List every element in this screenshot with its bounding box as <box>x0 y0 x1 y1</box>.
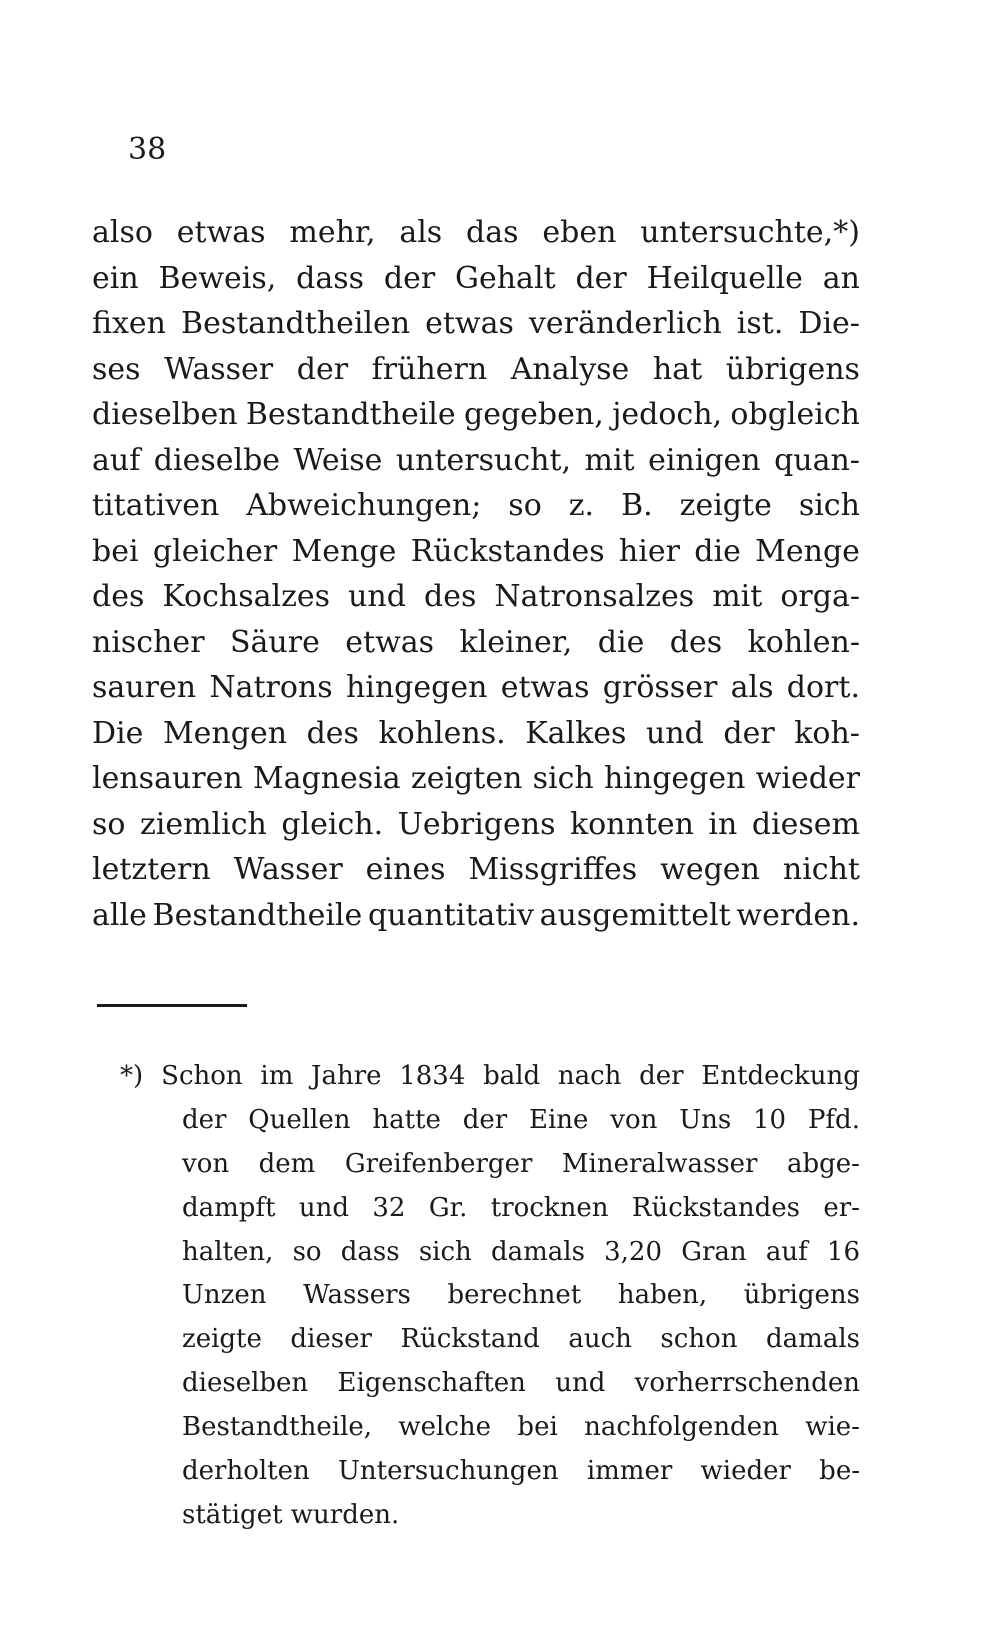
word: und <box>298 1192 350 1223</box>
word: Uns <box>679 1104 732 1135</box>
word: zeigte <box>679 488 772 523</box>
word: sich <box>418 1236 472 1267</box>
word: untersuchte,*) <box>640 215 860 250</box>
word: im <box>260 1061 294 1091</box>
word: nischer <box>92 624 205 660</box>
word: Rückstandes <box>410 533 605 569</box>
word: dieselben <box>92 397 238 432</box>
word: ein <box>92 260 139 296</box>
word: auch <box>568 1324 632 1355</box>
word: bald <box>483 1061 541 1091</box>
word: der <box>575 260 627 296</box>
word: grösser <box>602 670 718 705</box>
main-text-line <box>92 665 860 711</box>
word: etwas <box>176 215 266 250</box>
word: gegeben, <box>464 397 604 432</box>
main-text-line <box>92 711 860 757</box>
word: Gr. <box>428 1192 468 1223</box>
word: Unzen <box>182 1280 267 1311</box>
word: hier <box>618 533 680 569</box>
word: Rückstandes <box>631 1192 800 1223</box>
word: Menge <box>755 533 860 569</box>
page-number: 38 <box>128 132 167 167</box>
word: Pfd. <box>807 1104 860 1135</box>
word: alle <box>92 897 147 933</box>
word: und <box>645 715 704 751</box>
word: Beweis, <box>158 260 277 296</box>
word: frühern <box>371 351 488 387</box>
word: Eine <box>529 1104 589 1135</box>
main-text-line <box>92 256 860 302</box>
main-text-line <box>92 392 860 438</box>
word: ziemlich <box>139 806 267 842</box>
main-text-line <box>92 802 860 848</box>
word: berechnet <box>447 1280 582 1311</box>
word: die <box>597 624 645 660</box>
word: der <box>462 1104 508 1135</box>
word: diesem <box>751 806 860 842</box>
word: Eigenschaften <box>337 1368 526 1399</box>
footnote-line-text <box>161 1055 860 1099</box>
main-text-line <box>92 210 860 256</box>
word: nachfolgenden <box>584 1412 779 1443</box>
word: also <box>92 215 153 250</box>
word: die <box>694 533 741 569</box>
footnote-line <box>120 1362 860 1406</box>
footnote-line <box>120 1055 860 1099</box>
word: übrigens <box>725 351 860 387</box>
word: sauren <box>92 670 197 705</box>
word: bei <box>517 1412 558 1443</box>
word: von <box>182 1148 230 1179</box>
word: be- <box>819 1456 860 1487</box>
word: er- <box>823 1192 860 1223</box>
word: Wasser <box>164 351 274 387</box>
word: mit <box>584 442 635 478</box>
footnote-line <box>120 1099 860 1143</box>
word: wieder <box>755 761 860 796</box>
word: etwas <box>500 670 590 705</box>
word: immer <box>586 1456 673 1487</box>
word: Untersuchungen <box>338 1456 559 1487</box>
word: quantitativ <box>367 897 534 933</box>
word: Analyse <box>510 351 630 387</box>
main-text-line <box>92 347 860 393</box>
word: Bestandtheile, <box>182 1412 373 1443</box>
main-text-line <box>92 529 860 575</box>
word: untersucht, <box>395 442 572 478</box>
word: 1834 <box>399 1061 466 1091</box>
word: der <box>296 351 349 387</box>
word: vorherrschenden <box>634 1368 860 1399</box>
word: so <box>92 806 126 842</box>
word: Quellen <box>248 1104 351 1135</box>
word: der <box>383 260 436 296</box>
word: quan- <box>774 442 860 478</box>
word: damals <box>766 1324 860 1355</box>
word: gleich. <box>281 806 384 842</box>
word: ausgemittelt <box>539 897 731 933</box>
word: einigen <box>648 442 761 478</box>
word: der <box>639 1061 684 1091</box>
word: kleiner, <box>459 624 573 660</box>
footnote-line: stätiget wurden. <box>182 1499 400 1530</box>
word: fixen <box>92 306 167 341</box>
word: obgleich <box>730 397 860 432</box>
word: hatte <box>372 1104 441 1135</box>
word: Die- <box>798 306 860 341</box>
word: auf <box>92 442 141 478</box>
word: dass <box>296 260 365 296</box>
word: als <box>399 215 443 250</box>
main-text-line <box>92 756 860 802</box>
word: hat <box>652 351 703 387</box>
word: wegen <box>660 852 760 887</box>
word: konnten <box>569 806 694 842</box>
word: 3,20 <box>604 1236 663 1267</box>
word: trocknen <box>490 1192 609 1223</box>
footnote-separator-rule <box>97 1004 247 1007</box>
word: sich <box>798 488 860 523</box>
footnote-line <box>120 1406 860 1450</box>
word: mehr, <box>289 215 376 250</box>
main-text-line <box>92 574 860 620</box>
word: wieder <box>700 1456 791 1487</box>
word: dieser <box>290 1324 372 1355</box>
footnote-line <box>120 1318 860 1362</box>
word: koh- <box>794 715 860 751</box>
main-text-line <box>92 847 860 893</box>
word: dampft <box>182 1192 276 1223</box>
word: Wasser <box>233 852 343 887</box>
word: und <box>348 579 406 614</box>
word: lensauren <box>92 761 243 796</box>
footnote-line <box>120 1274 860 1318</box>
word: des <box>92 579 145 614</box>
word: wie- <box>805 1412 860 1443</box>
word: Greifenberger <box>344 1148 533 1179</box>
word: Magnesia <box>252 761 401 796</box>
word: etwas <box>345 624 435 660</box>
word: titativen <box>92 488 220 523</box>
word: welche <box>398 1412 492 1443</box>
word: dieselben <box>182 1368 309 1399</box>
word: auf <box>765 1236 808 1267</box>
main-text-line <box>92 893 860 939</box>
word: letztern <box>92 852 211 887</box>
word: Gehalt <box>455 260 556 296</box>
word: 16 <box>826 1236 860 1267</box>
word: B. <box>621 488 653 523</box>
word: Abweichungen; <box>246 488 482 523</box>
word: kohlen- <box>747 624 860 660</box>
word: dieselbe <box>153 442 281 478</box>
footnote <box>120 1055 860 1538</box>
word: 32 <box>372 1192 406 1223</box>
word: zeigten <box>410 761 523 796</box>
word: so <box>292 1236 322 1267</box>
word: eines <box>365 852 446 887</box>
word: Mengen <box>162 715 288 751</box>
main-text <box>92 210 860 938</box>
word: zeigte <box>182 1324 262 1355</box>
word: Bestandtheile <box>245 397 456 432</box>
word: des <box>423 579 477 614</box>
word: 10 <box>753 1104 787 1135</box>
word: der <box>182 1104 227 1135</box>
word: nicht <box>782 852 860 887</box>
word: Bestandtheilen <box>181 306 411 341</box>
word: Missgriffes <box>468 852 638 887</box>
word: in <box>708 806 738 842</box>
word: damals <box>490 1236 585 1267</box>
word: von <box>610 1104 658 1135</box>
word: Bestandtheile <box>152 897 363 933</box>
word: mit <box>712 579 763 614</box>
word: Wassers <box>303 1280 411 1311</box>
word: Natrons <box>209 670 333 705</box>
word: hingegen <box>345 670 488 705</box>
word: Kochsalzes <box>162 579 331 614</box>
main-text-line <box>92 438 860 484</box>
word: gleicher <box>152 533 278 569</box>
word: schon <box>660 1324 738 1355</box>
word: Jahre <box>311 1061 382 1091</box>
word: z. <box>568 488 595 523</box>
word: veränderlich <box>528 306 722 341</box>
main-text-line <box>92 483 860 529</box>
word: dass <box>340 1236 400 1267</box>
footnote-line <box>120 1143 860 1187</box>
word: Uebrigens <box>397 806 556 842</box>
word: bei <box>92 533 139 569</box>
word: Natronsalzes <box>494 579 695 614</box>
word: so <box>508 488 542 523</box>
footnote-line <box>120 1187 860 1231</box>
footnote-line <box>120 1231 860 1275</box>
word: halten, <box>182 1236 274 1267</box>
footnote-marker: *) <box>120 1061 144 1091</box>
word: orga- <box>780 579 860 614</box>
word: dort. <box>786 670 860 705</box>
word: Rückstand <box>400 1324 540 1355</box>
word: des <box>669 624 723 660</box>
word: Weise <box>293 442 383 478</box>
word: Schon <box>161 1061 243 1091</box>
word: der <box>723 715 775 751</box>
word: des <box>306 715 359 751</box>
word: kohlens. <box>378 715 506 751</box>
word: als <box>730 670 774 705</box>
word: etwas <box>425 306 514 341</box>
word: abge- <box>787 1148 860 1179</box>
word: Gran <box>681 1236 747 1267</box>
word: Säure <box>229 624 320 660</box>
word: hingegen <box>603 761 746 796</box>
word: eben <box>542 215 617 250</box>
word: übrigens <box>743 1280 860 1311</box>
word: derholten <box>182 1456 310 1487</box>
word: jedoch, <box>612 397 723 432</box>
word: ist. <box>736 306 784 341</box>
main-text-line <box>92 301 860 347</box>
word: Heilquelle <box>646 260 803 296</box>
word: ses <box>92 351 141 387</box>
word: werden. <box>736 897 860 933</box>
word: an <box>822 260 860 296</box>
main-text-line <box>92 620 860 666</box>
word: dem <box>258 1148 316 1179</box>
word: Kalkes <box>525 715 627 751</box>
word: Entdeckung <box>701 1061 860 1091</box>
word: Die <box>92 715 144 751</box>
word: haben, <box>617 1280 708 1311</box>
footnote-line <box>120 1450 860 1494</box>
word: nach <box>557 1061 622 1091</box>
word: Mineralwasser <box>561 1148 758 1179</box>
word: und <box>555 1368 606 1399</box>
word: Menge <box>291 533 397 569</box>
word: sich <box>532 761 594 796</box>
word: das <box>466 215 519 250</box>
